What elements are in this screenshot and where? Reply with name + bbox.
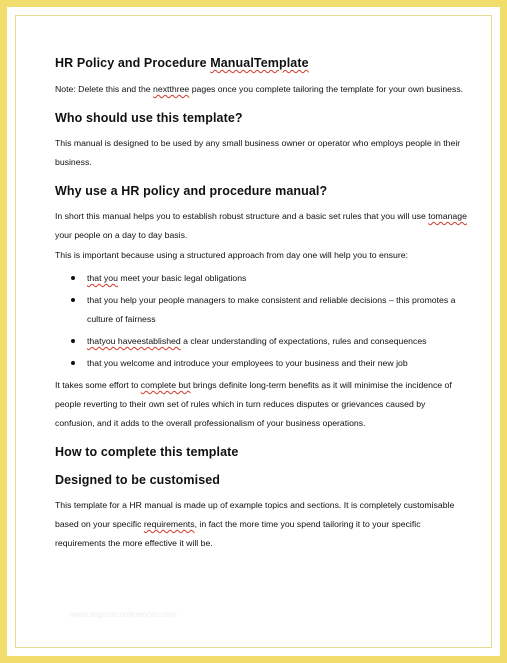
effort-text-misspelled: complete but (140, 380, 191, 390)
custom-text: This template for a HR manual is made up of example topics and sections. It is completely customisable based on your specific (55, 500, 455, 529)
bullet-icon (71, 361, 75, 365)
list-item (55, 354, 467, 373)
custom-text-misspelled: requirements (143, 519, 195, 529)
note-text-misspelled: nextthree (153, 84, 190, 94)
list-item (55, 332, 467, 351)
bullet-icon (71, 339, 75, 343)
who-heading: Who should use this template? (55, 111, 243, 125)
list-item (55, 291, 467, 329)
why-text-rest: your people on a day to day basis. (55, 230, 188, 240)
why-heading: Why use a HR policy and procedure manual? (55, 184, 328, 198)
list-item-misspelled: thatyou haveestablished (87, 336, 181, 346)
watermark: www.aegeanconferences.com (70, 610, 177, 619)
title-text-misspelled: ManualTemplate (210, 56, 309, 70)
why-text: In short this manual helps you to establish robust structure and a basic set rules that you will use (55, 211, 429, 221)
who-paragraph: This manual is designed to be used by any small business owner or operator who employs people in their business. (55, 138, 461, 167)
bullet-icon (71, 276, 75, 280)
bullet-icon (71, 298, 75, 302)
title-text: HR Policy and Procedure (55, 56, 211, 70)
customised-heading: Designed to be customised (55, 473, 221, 487)
list-item-text: that you help your people managers to make consistent and reliable decisions – this promotes a culture of fairness (87, 295, 456, 324)
effort-paragraph (55, 376, 467, 433)
document-title (55, 56, 467, 70)
note-paragraph (55, 80, 467, 99)
customised-paragraph (55, 496, 467, 553)
list-item-text: that you welcome and introduce your employees to your business and their new job (87, 358, 408, 368)
list-item-text: a clear understanding of expectations, rules and consequences (180, 336, 427, 346)
benefits-list (55, 269, 467, 373)
note-text-rest: pages once you complete tailoring the template for your own business. (189, 84, 464, 94)
list-item-misspelled: that you (87, 273, 118, 283)
list-item-text: meet your basic legal obligations (117, 273, 247, 283)
effort-text-rest: brings definite long-term benefits as it will minimise the incidence of people reverting to their own set of rules which in turn reduces disputes or grievances caused by confusion, and it adds to the overall professionalism of your business operations. (55, 380, 452, 428)
how-heading: How to complete this template (55, 445, 239, 459)
why-paragraph (55, 207, 467, 245)
custom-text-rest: , in fact the more time you spend tailoring it to your specific requirements the more effective it will be. (55, 519, 421, 548)
note-text: Note: Delete this and the (55, 84, 154, 94)
document-page (55, 56, 467, 554)
list-item (55, 269, 467, 288)
why-text-misspelled: tomanage (428, 211, 467, 221)
effort-text: It takes some effort to (55, 380, 141, 390)
why-intro: This is important because using a structured approach from day one will help you to ensure: (55, 250, 408, 260)
